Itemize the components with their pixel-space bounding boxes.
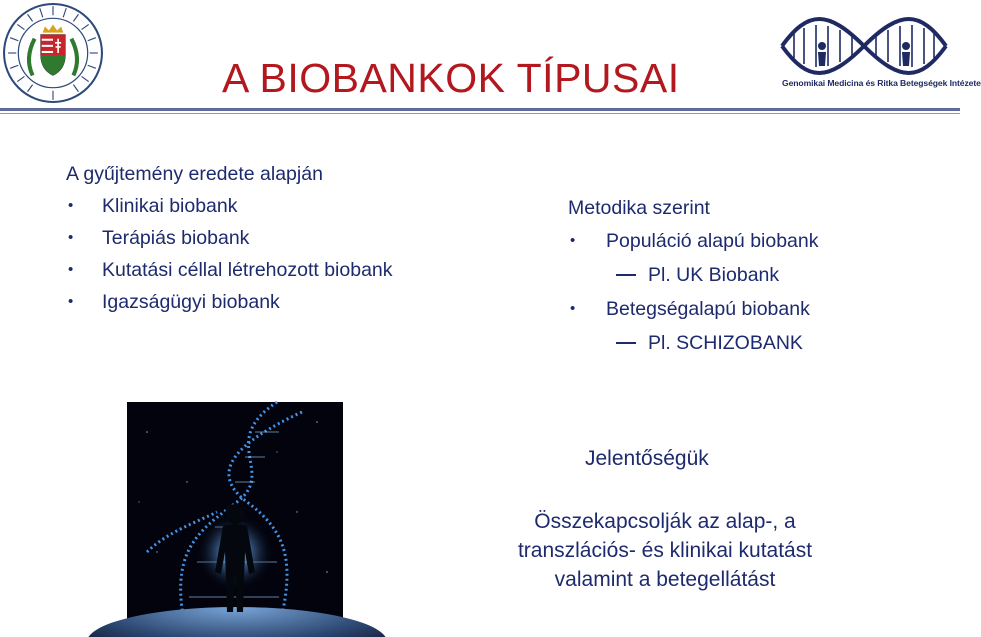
significance-line: valamint a betegellátást: [554, 568, 776, 591]
method-heading: Metodika szerint: [568, 197, 710, 219]
list-item-label: Populáció alapú biobank: [606, 230, 819, 252]
header-divider: [0, 108, 960, 111]
list-item: [66, 224, 393, 256]
header-divider-thin: [0, 113, 960, 114]
dash-icon: [616, 342, 636, 344]
bullet-icon: •: [68, 261, 74, 278]
institute-name: Genomikai Medicina és Ritka Betegségek Intézete: [782, 78, 981, 88]
bullet-icon: •: [68, 293, 74, 310]
university-seal-icon: [2, 2, 104, 104]
example-label: Pl. SCHIZOBANK: [648, 332, 803, 354]
dna-human-silhouette-image: [127, 402, 343, 635]
origin-heading: A gyűjtemény eredete alapján: [66, 163, 323, 185]
dash-icon: [616, 274, 636, 276]
list-item: [66, 192, 393, 224]
list-item: [568, 295, 819, 329]
bullet-icon: •: [68, 229, 74, 246]
slide-title: A BIOBANKOK TÍPUSAI: [222, 55, 680, 102]
bullet-icon: •: [570, 300, 576, 317]
list-item: [66, 288, 393, 320]
origin-list: [66, 160, 393, 320]
list-item-label: Betegségalapú biobank: [606, 298, 810, 320]
method-list: [568, 194, 819, 363]
list-item: [66, 256, 393, 288]
sub-list-item: [568, 329, 819, 363]
list-item-label: Klinikai biobank: [102, 195, 238, 217]
bullet-icon: •: [68, 197, 74, 214]
significance-text: [460, 507, 870, 594]
significance-line: Összekapcsolják az alap-, a: [534, 510, 796, 533]
list-item-label: Kutatási céllal létrehozott biobank: [102, 259, 393, 281]
list-item-label: Terápiás biobank: [102, 227, 250, 249]
example-label: Pl. UK Biobank: [648, 264, 780, 286]
list-item-label: Igazságügyi biobank: [102, 291, 280, 313]
sub-list-item: [568, 261, 819, 295]
bullet-icon: •: [570, 232, 576, 249]
list-item: [568, 227, 819, 261]
significance-line: transzlációs- és klinikai kutatást: [517, 539, 813, 562]
significance-title: Jelentőségük: [585, 447, 709, 470]
